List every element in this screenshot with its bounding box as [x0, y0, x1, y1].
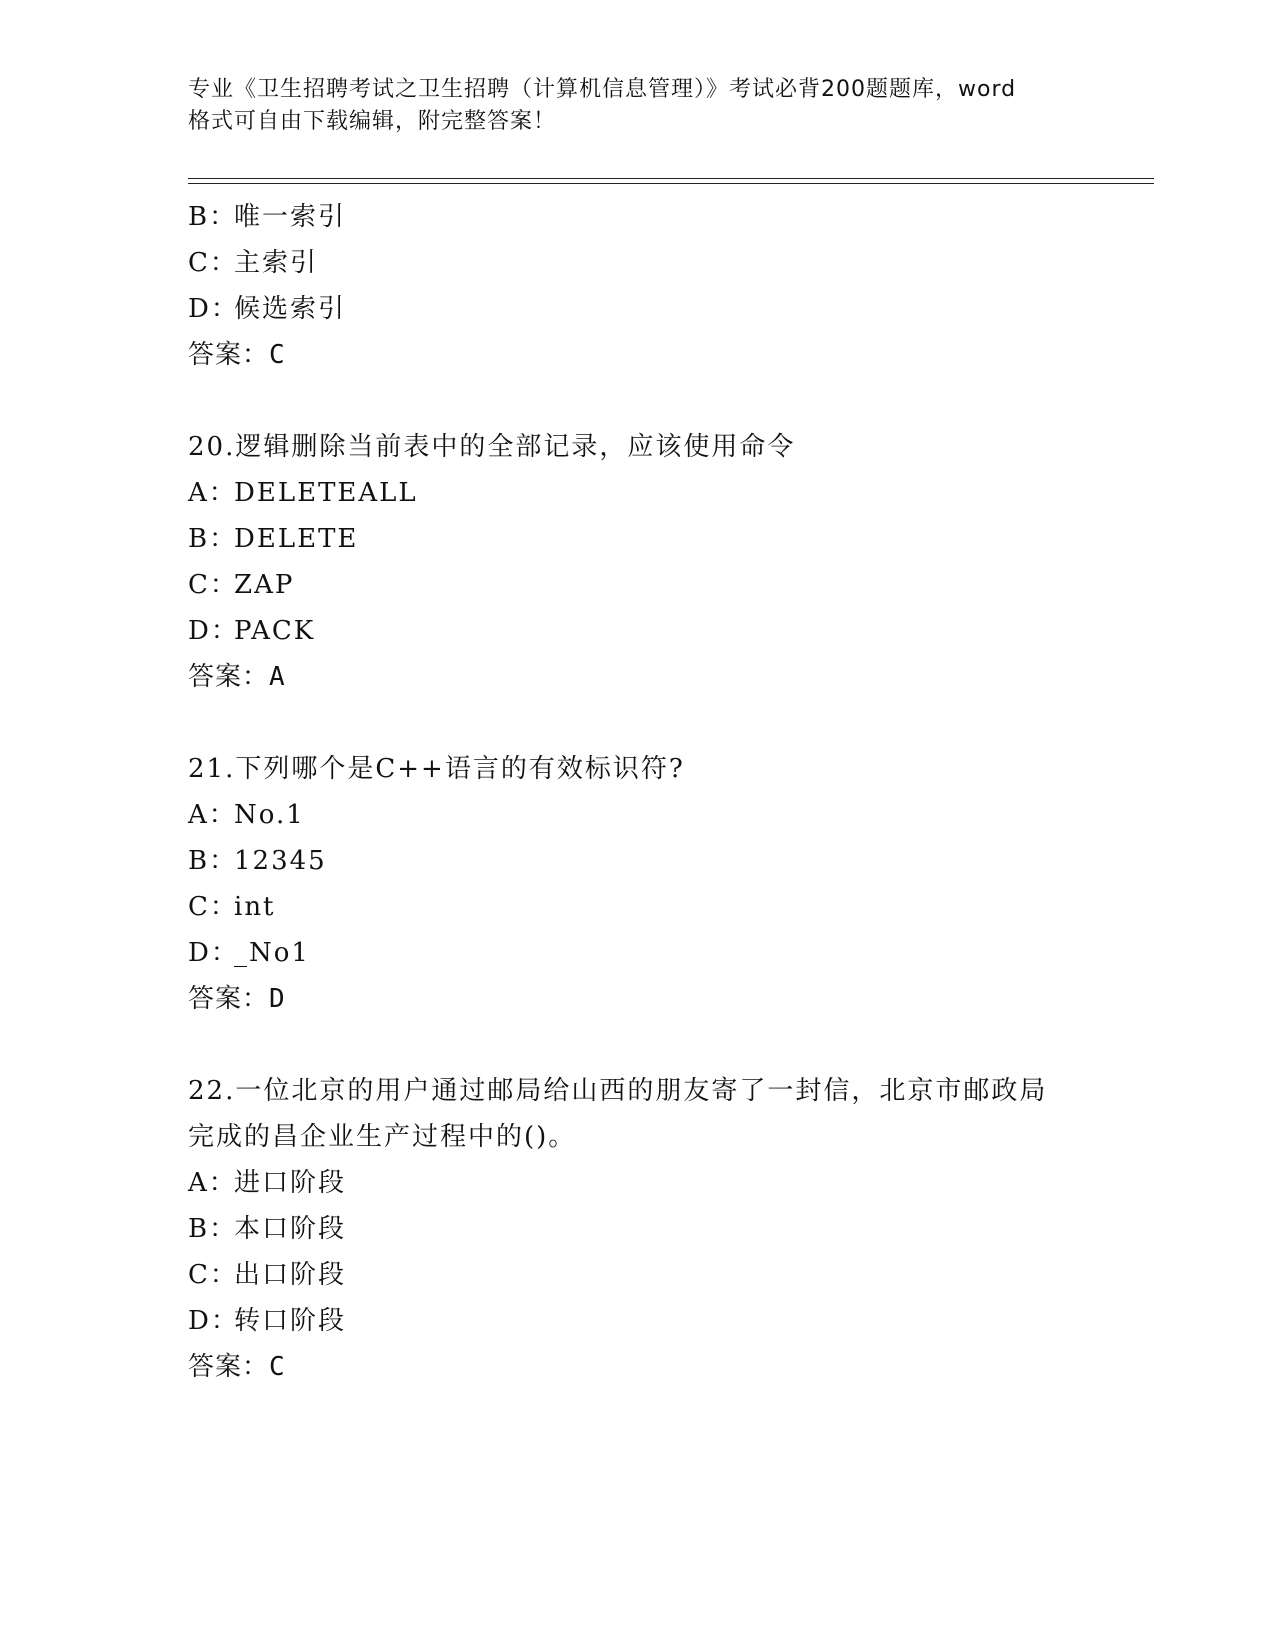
header-divider-top: [188, 178, 1154, 179]
answer-line: 答案：D: [188, 984, 286, 1014]
question-stem: 20.逻辑删除当前表中的全部记录，应该使用命令: [188, 432, 796, 462]
header-divider-bottom: [188, 183, 1154, 184]
question-block-21: [188, 746, 1088, 1022]
spacer: [188, 1022, 1088, 1068]
option-d: D：候选索引: [188, 294, 347, 324]
option-a: A：进口阶段: [188, 1168, 347, 1198]
option-c: C：int: [188, 892, 276, 922]
option-b: B：唯一索引: [188, 202, 347, 232]
header-line-2: 格式可自由下载编辑，附完整答案！: [188, 109, 557, 134]
header-line-1: 专业《卫生招聘考试之卫生招聘（计算机信息管理）》考试必背200题题库，word: [188, 77, 1017, 102]
question-block-22: [188, 1068, 1088, 1390]
option-b: B：DELETE: [188, 524, 359, 554]
question-stem: 21.下列哪个是C++语言的有效标识符?: [188, 754, 685, 784]
document-header: [188, 74, 1088, 138]
spacer: [188, 378, 1088, 424]
option-b: B：本口阶段: [188, 1214, 347, 1244]
question-block-20: [188, 424, 1088, 700]
answer-line: 答案：C: [188, 1352, 286, 1382]
question-stem-line-2: 完成的昌企业生产过程中的()。: [188, 1122, 577, 1152]
question-stem-line-1: 22.一位北京的用户通过邮局给山西的朋友寄了一封信，北京市邮政局: [188, 1076, 1048, 1106]
option-a: A：DELETEALL: [188, 478, 418, 508]
spacer: [188, 700, 1088, 746]
option-d: D：转口阶段: [188, 1306, 347, 1336]
option-c: C：出口阶段: [188, 1260, 347, 1290]
question-list: [188, 194, 1088, 1390]
option-c: C：ZAP: [188, 570, 295, 600]
option-c: C：主索引: [188, 248, 319, 278]
question-block-continued: [188, 194, 1088, 378]
answer-line: 答案：A: [188, 662, 286, 692]
option-d: D：_No1: [188, 938, 310, 968]
option-d: D：PACK: [188, 616, 316, 646]
answer-line: 答案：C: [188, 340, 286, 370]
option-b: B：12345: [188, 846, 327, 876]
option-a: A：No.1: [188, 800, 305, 830]
